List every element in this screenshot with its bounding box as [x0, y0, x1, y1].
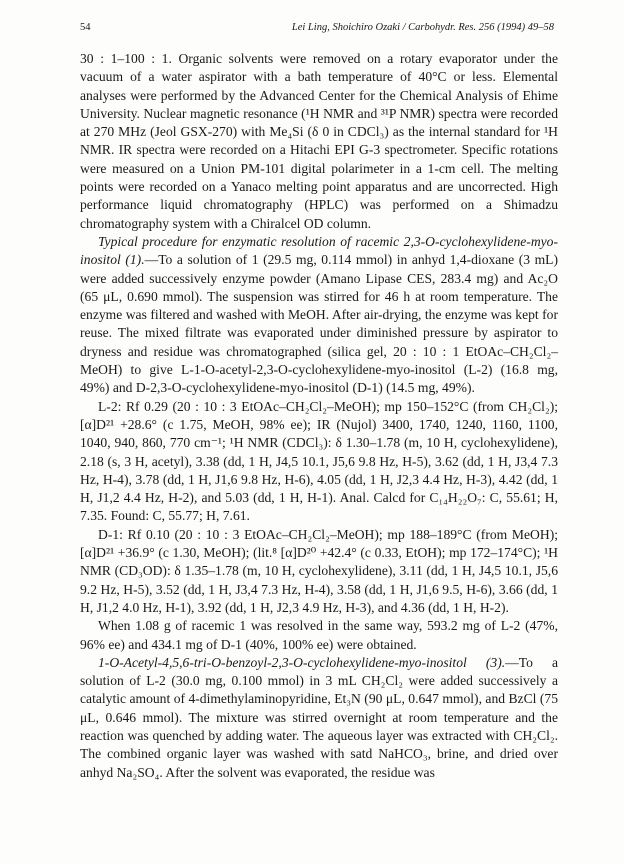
page-header: [80, 22, 554, 36]
article-body: [80, 50, 558, 782]
paragraph-text: —To a solution of 1 (29.5 mg, 0.114 mmol) in anhyd 1,4-dioxane (3 mL) were added successively enzyme powder (Amano Lipase CES, 283.4 mg) and Ac₂O (65 μL, 0.690 mmol). The suspension was stirred for 46 h at room temperature. The enzyme was filtered and washed with MeOH. After air-drying, the enzyme was kept for reuse. The mixed filtrate was evaporated under diminished pressure by aspirator to dryness and residue was chromatographed (silica gel, 20 : 10 : 1 EtOAc–CH₂Cl₂–MeOH) to give L-1-O-acetyl-2,3-O-cyclohexylidene-myo-inositol (L-2) (16.8 mg, 49%) and D-2,3-O-cyclohexylidene-myo-inositol (D-1) (14.5 mg, 49%).: [80, 252, 558, 396]
paragraph-general-methods: [80, 50, 558, 233]
paragraph-d1-data: [80, 526, 558, 617]
paragraph-scale-up: [80, 617, 558, 654]
page-number: 54: [80, 22, 91, 33]
paragraph-enzymatic-resolution: [80, 233, 558, 398]
paragraph-text: When 1.08 g of racemic 1 was resolved in the same way, 593.2 mg of L-2 (47%, 96% ee) and 434.1 mg of D-1 (40%, 100% ee) were obtained.: [80, 618, 558, 652]
paragraph-heading: 1-O-Acetyl-4,5,6-tri-O-benzoyl-2,3-O-cyclohexylidene-myo-inositol (3).: [98, 654, 506, 670]
paragraph-text: D-1: Rf 0.10 (20 : 10 : 3 EtOAc–CH₂Cl₂–MeOH); mp 188–189°C (from MeOH); [α]D²¹ +36.9° (c 1.30, MeOH); (lit.⁸ [α]D²⁰ +42.4° (c 0.33, EtOH); mp 172–174°C); ¹H NMR (CD₃OD): δ 1.35–1.78 (m, 10 H, cyclohexylidene), 3.11 (dd, 1 H, J4,5 10.1, J5,6 9.2 Hz, H-5), 3.52 (dd, 1 H, J3,4 7.3 Hz, H-4), 3.58 (dd, 1 H, J1,6 9.5, H-6), 3.66 (dd, 1 H, J1,2 4.0 Hz, H-1), 3.92 (dd, 1 H, J2,3 4.9 Hz, H-3), and 4.36 (dd, 1 H, H-2).: [80, 526, 558, 615]
running-head: Lei Ling, Shoichiro Ozaki / Carbohydr. Res. 256 (1994) 49–58: [291, 22, 554, 33]
paragraph-text: L-2: Rf 0.29 (20 : 10 : 3 EtOAc–CH₂Cl₂–MeOH); mp 150–152°C (from CH₂Cl₂); [α]D²¹ +28.6° (c 1.75, MeOH, 98% ee); IR (Nujol) 3400, 1740, 1240, 1160, 1100, 1040, 940, 860, 770 cm⁻¹; ¹H NMR (CDCl₃): δ 1.30–1.78 (m, 10 H, cyclohexylidene), 2.18 (s, 3 H, acetyl), 3.38 (dd, 1 H, J4,5 10.1, J5,6 9.8 Hz, H-5), 3.62 (dd, 1 H, J3,4 7.3 Hz, H-4), 3.78 (dd, 1 H, J1,6 9.8 Hz, H-6), 4.05 (dd, 1 H, J2,3 4.4 Hz, H-3), 4.42 (dd, 1 H, J1,2 4.4 Hz, H-2), and 5.03 (dd, 1 H, H-1). Anal. Calcd for C₁₄H₂₂O₇: C, 55.61; H, 7.35. Found: C, 55.77; H, 7.61.: [80, 398, 558, 524]
paragraph-heading: Typical procedure for enzymatic resolution of racemic 2,3-O-cyclohexylidene-myo-inositol (1).: [80, 233, 558, 268]
paragraph-text: —To a solution of L-2 (30.0 mg, 0.100 mmol) in 3 mL CH₂Cl₂ were added successively a catalytic amount of 4-dimethylaminopyridine, Et₃N (90 μL, 0.647 mmol), and BzCl (75 μL, 0.646 mmol). The mixture was stirred overnight at room temperature and the reaction was quenched by adding water. The aqueous layer was extracted with CH₂Cl₂. The combined organic layer was washed with satd NaHCO₃, brine, and dried over anhyd Na₂SO₄. After the solvent was evaporated, the residue was: [80, 654, 558, 780]
paragraph-text: 30 : 1–100 : 1. Organic solvents were removed on a rotary evaporator under the vacuum of a water aspirator with a bath temperature of 40°C or less. Elemental analyses were performed by the Advanced Center for the Chemical Analysis of Ehime University. Nuclear magnetic resonance (¹H NMR and ³¹P NMR) spectra were recorded at 270 MHz (Jeol GSX-270) with Me₄Si (δ 0 in CDCl₃) as the internal standard for ¹H NMR. IR spectra were recorded on a Hitachi EPI G-3 spectrometer. Specific rotations were measured on a Union PM-101 digital polarimeter in a 1-cm cell. The melting points were recorded on a Yanaco melting point apparatus and are uncorrected. High performance liquid chromatography (HPLC) was performed on a Shimadzu chromatography system with a Chiralcel OD column.: [80, 51, 558, 231]
paragraph-compound-3: [80, 654, 558, 782]
paragraph-l2-data: [80, 398, 558, 526]
